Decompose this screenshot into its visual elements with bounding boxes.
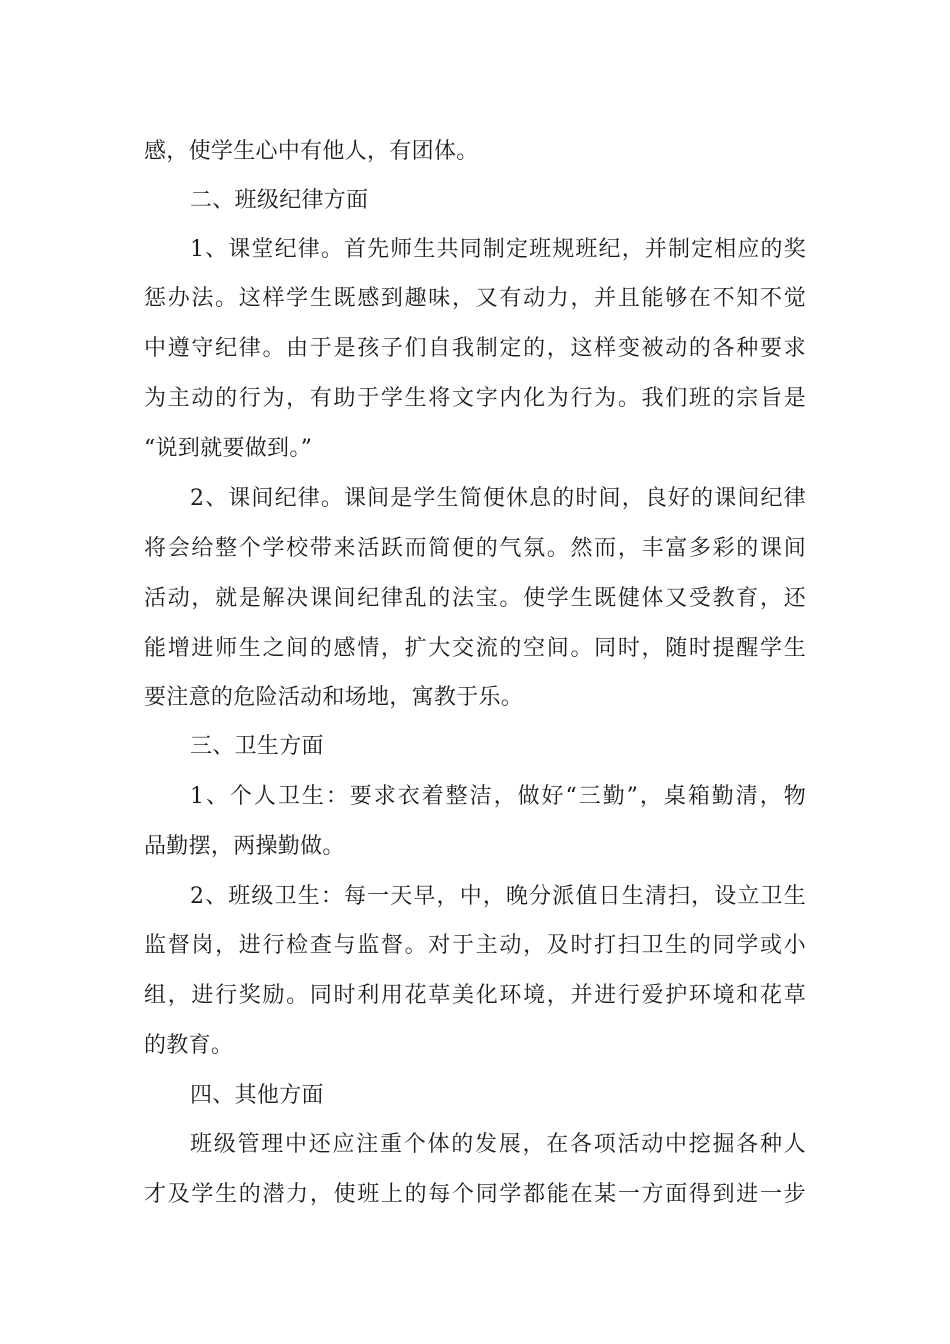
text-line: 组，进行奖励。同时利用花草美化环境，并进行爱护环境和花草 [144,983,806,1008]
text-line: 班级管理中还应注重个体的发展，在各项活动中挖掘各种人 [190,1132,806,1157]
section-heading: 三、卫生方面 [190,734,324,759]
text-line: 惩办法。这样学生既感到趣味，又有动力，并且能够在不知不觉 [144,286,806,311]
text-line: 将会给整个学校带来活跃而简便的气氛。然而，丰富多彩的课间 [144,536,806,561]
section-heading: 二、班级纪律方面 [190,188,369,213]
text-line: 活动，就是解决课间纪律乱的法宝。使学生既健体又受教育，还 [144,586,806,611]
text-line: 才及学生的潜力，使班上的每个同学都能在某一方面得到进一步 [144,1182,806,1207]
text-line: 要注意的危险活动和场地，寓教于乐。 [144,685,524,710]
text-line: 感，使学生心中有他人，有团体。 [144,139,479,164]
section-heading: 四、其他方面 [190,1083,324,1108]
text-line: “说到就要做到。” [144,436,313,461]
text-line: 1、个人卫生：要求衣着整洁，做好“三勤”，桌箱勤清，物 [190,784,806,809]
text-line: 2、班级卫生：每一天早，中，晚分派值日生清扫，设立卫生 [190,884,806,909]
text-line: 2、课间纪律。课间是学生简便休息的时间，良好的课间纪律 [190,486,806,511]
text-line: 1、课堂纪律。首先师生共同制定班规班纪，并制定相应的奖 [190,237,806,262]
text-line: 监督岗，进行检查与监督。对于主动，及时打扫卫生的同学或小 [144,933,806,958]
text-line: 为主动的行为，有助于学生将文字内化为行为。我们班的宗旨是 [144,386,806,411]
text-line: 的教育。 [144,1033,234,1058]
text-line: 能增进师生之间的感情，扩大交流的空间。同时，随时提醒学生 [144,636,806,661]
text-line: 品勤摆，两操勤做。 [144,834,345,859]
text-line: 中遵守纪律。由于是孩子们自我制定的，这样变被动的各种要求 [144,336,806,361]
